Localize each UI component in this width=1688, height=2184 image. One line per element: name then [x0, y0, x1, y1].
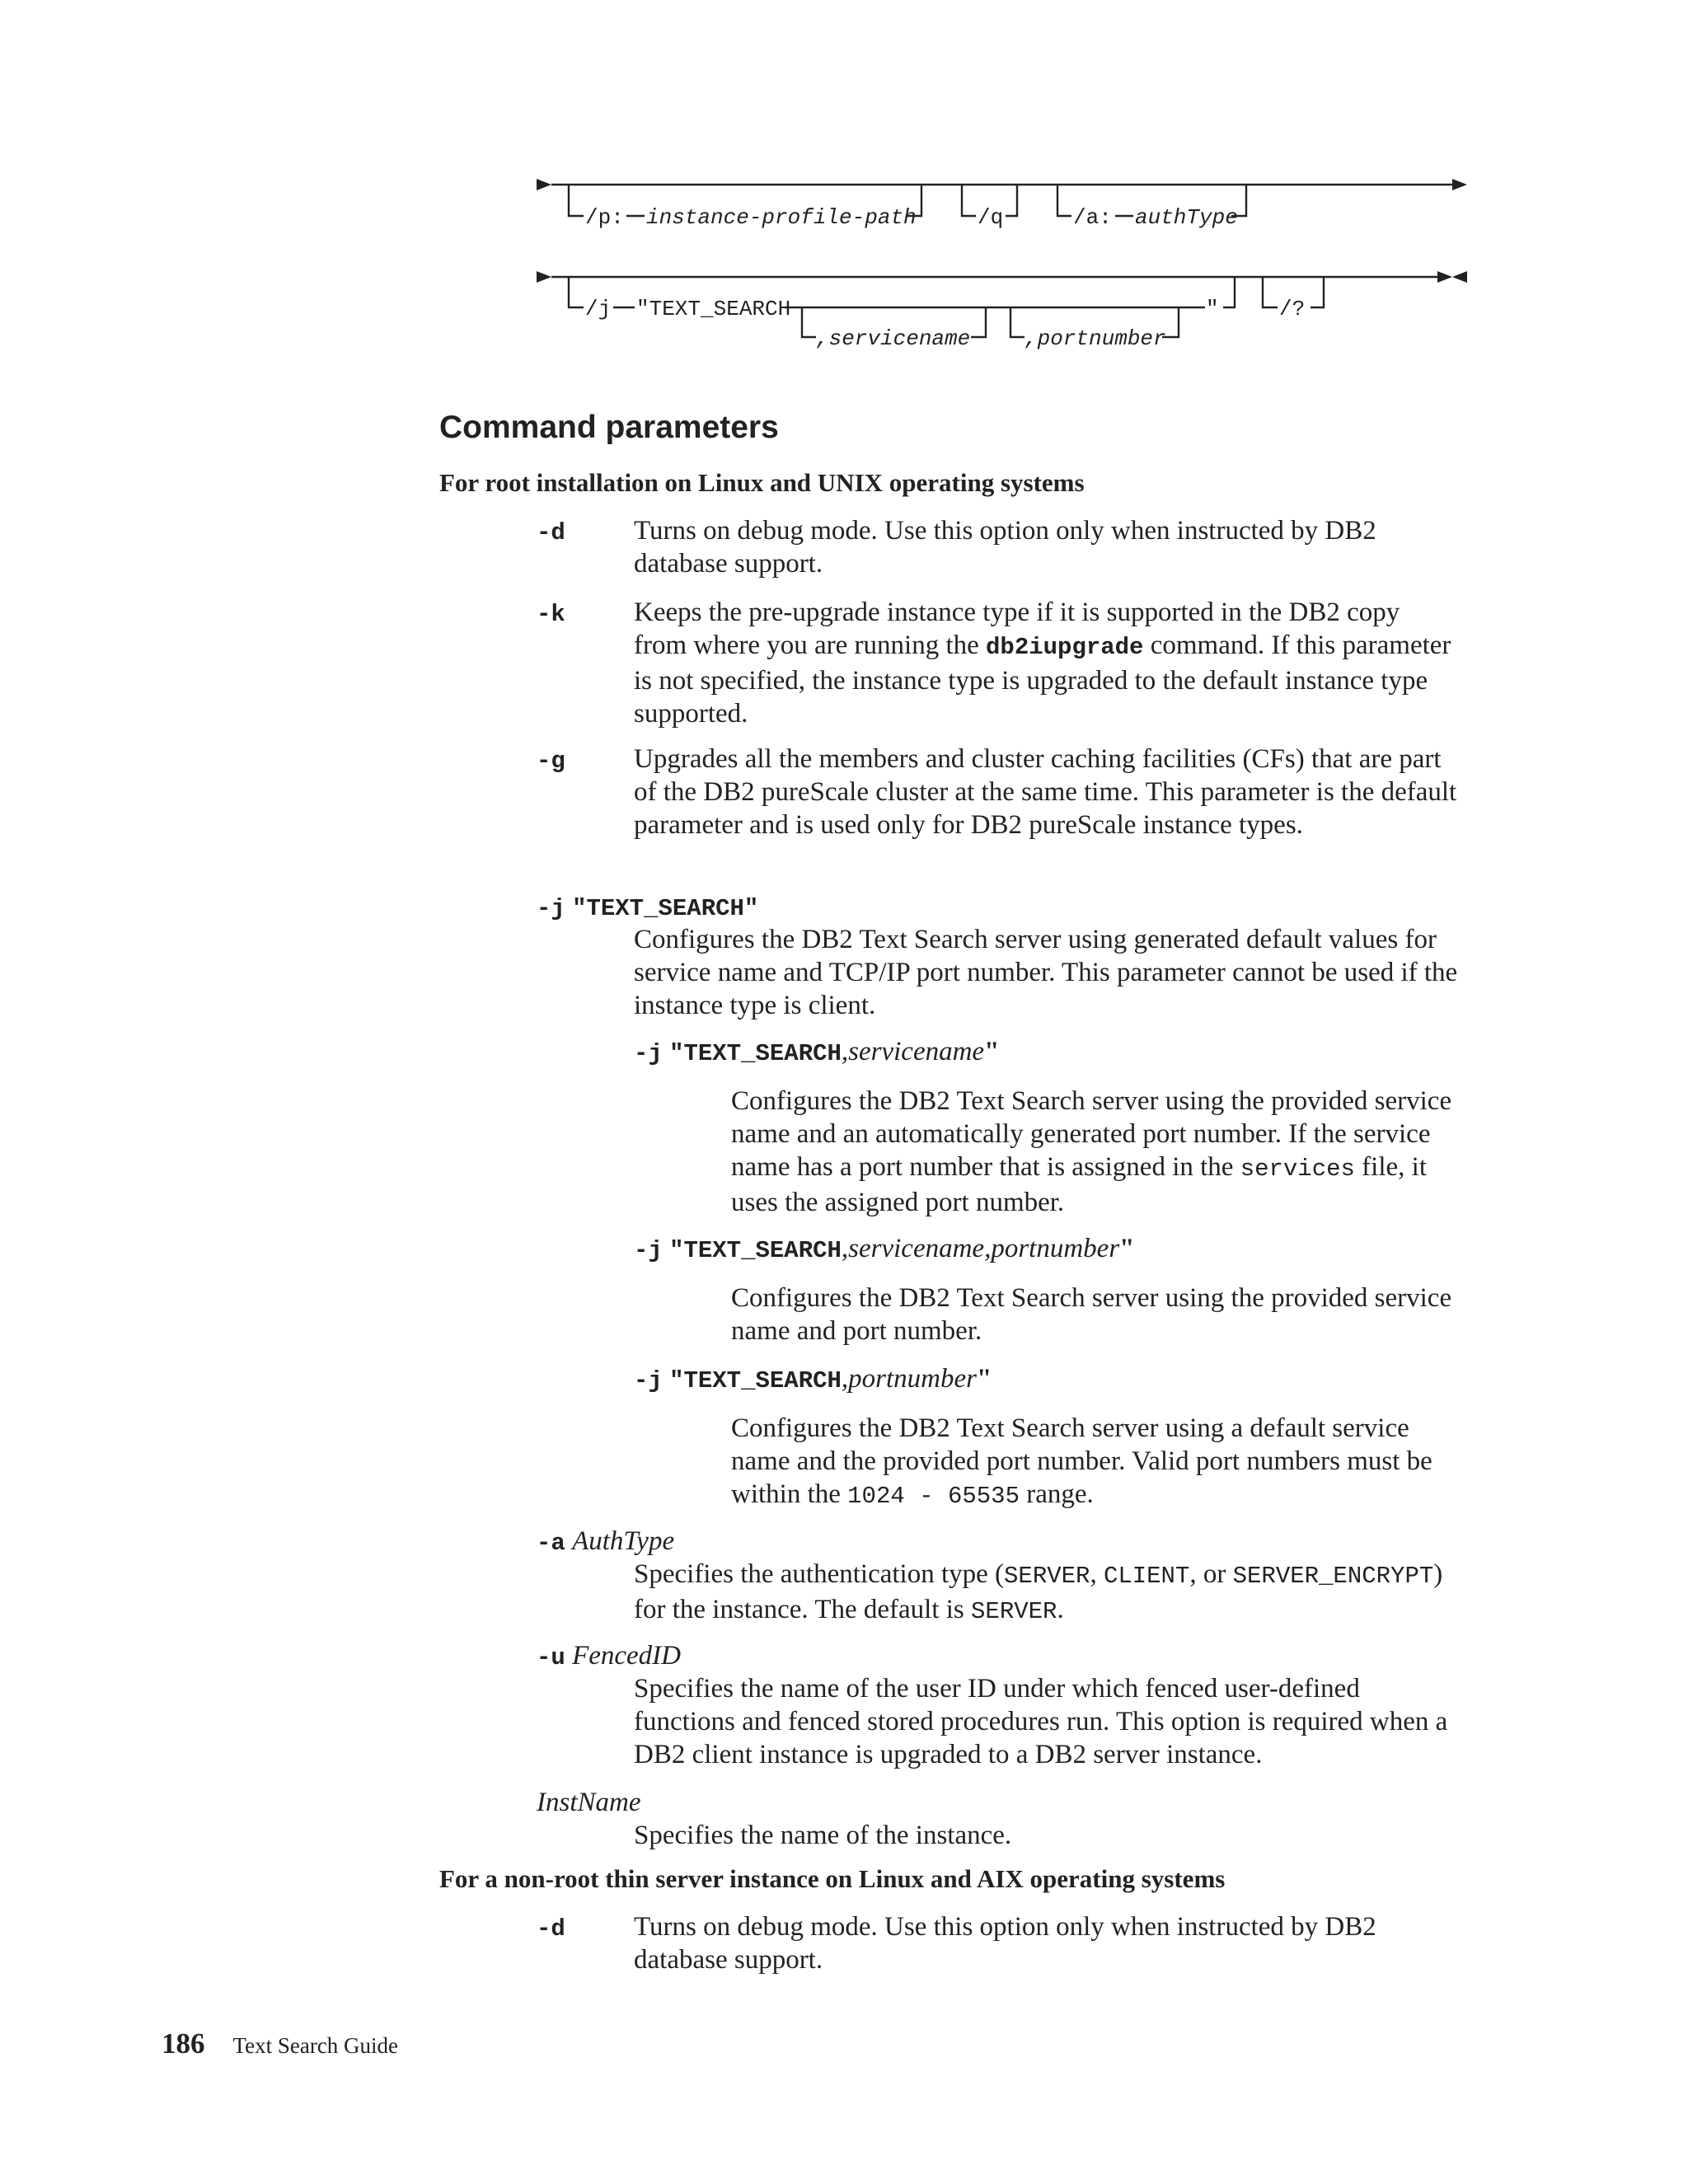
param-j-servicename-portnumber — [634, 1232, 1475, 1351]
param-u-flag: -u — [537, 1644, 565, 1671]
syntax-diagram — [0, 0, 1688, 363]
param-j — [537, 890, 1476, 1030]
param-u-desc: Specifies the name of the user ID under which fenced user-defined functions and fenced stored procedures run. This option is required when a DB2 client instance is upgraded to a DB2 server instance. — [634, 1674, 1448, 1769]
syntax-a-param: authType — [1135, 205, 1238, 230]
param-k — [537, 596, 1476, 733]
param-instname-term — [537, 1786, 641, 1819]
param-instname-arg: InstName — [537, 1788, 641, 1817]
param-d-nonroot-term — [537, 1910, 565, 1946]
param-j-portnumber-desc-post: range. — [1020, 1479, 1094, 1509]
group2-heading: For a non-root thin server instance on Linux and AIX operating systems — [439, 1864, 1226, 1893]
param-j-sp-arg: ,servicename,portnumber — [841, 1234, 1120, 1263]
param-u — [537, 1639, 1476, 1779]
section-title: Command parameters — [439, 410, 779, 445]
param-j-term — [537, 890, 758, 926]
param-a-server: SERVER — [1004, 1563, 1090, 1590]
page-number: 186 — [162, 2027, 205, 2060]
param-g-term — [537, 743, 565, 778]
param-j-sp-close: " — [1119, 1234, 1135, 1263]
param-k-term — [537, 596, 565, 631]
footer-title: Text Search Guide — [232, 2033, 399, 2058]
param-j-servicename-close: " — [984, 1037, 1000, 1066]
param-a-client: CLIENT — [1103, 1563, 1190, 1590]
param-a-desc-1: Specifies the authentication type ( — [634, 1559, 1005, 1589]
param-a-arg: AuthType — [572, 1526, 675, 1556]
param-j-sp-flag: -j — [634, 1237, 663, 1264]
param-j-portnumber-desc-pre: Configures the DB2 Text Search server using a default service name and the provided port number. Valid port numbers must be within the — [731, 1413, 1432, 1509]
param-g — [537, 743, 1476, 879]
param-j-servicename-desc-pre: Configures the DB2 Text Search server using the provided service name and an automatically generated port number. If the service name has a port number that is assigned in the — [731, 1086, 1452, 1182]
row1-start-arrow — [537, 179, 551, 190]
syntax-p-option: /p: — [585, 205, 624, 230]
param-k-desc-pre: Keeps the pre-upgrade instance type if it is supported in the DB2 copy from where you are running the — [634, 598, 1400, 660]
param-j-servicename-arg: ,servicename — [841, 1037, 985, 1066]
param-a-flag: -a — [537, 1530, 565, 1557]
param-j-portnumber-range: 1024 - 65535 — [847, 1483, 1020, 1510]
param-d-nonroot — [537, 1910, 1476, 1980]
row1-end-arrow — [1452, 179, 1467, 190]
param-j-servicename — [634, 1035, 1475, 1220]
param-j-servicename-desc-post: file, it uses the assigned port number. — [731, 1152, 1427, 1217]
param-a — [537, 1525, 1476, 1632]
param-k-flag: -k — [537, 601, 565, 628]
param-d — [537, 514, 1476, 583]
syntax-close-quote: " — [1206, 297, 1219, 321]
param-j-portnumber-desc — [731, 1412, 1473, 1513]
param-a-default: SERVER — [971, 1598, 1057, 1625]
row2-start-arrow — [537, 271, 551, 283]
param-g-flag: -g — [537, 748, 565, 775]
param-d-term — [537, 514, 565, 550]
param-d-flag: -d — [537, 519, 565, 546]
param-j-servicename-desc — [731, 1085, 1473, 1219]
param-a-sep-1: , — [1090, 1559, 1104, 1589]
group1-heading: For root installation on Linux and UNIX operating systems — [439, 468, 1085, 497]
syntax-a-option: /a: — [1073, 205, 1112, 230]
param-instname-desc: Specifies the name of the instance. — [634, 1821, 1012, 1850]
param-instname — [537, 1786, 1476, 1855]
syntax-servicename: ,servicename — [816, 326, 971, 351]
param-j-servicename-file: services — [1240, 1155, 1355, 1183]
syntax-portnumber: ,portnumber — [1025, 326, 1166, 351]
param-a-desc-3: . — [1057, 1595, 1064, 1624]
param-g-desc: Upgrades all the members and cluster caching facilities (CFs) that are part of the DB2 pureScale cluster at the same time. This parameter is the default parameter and is used only for DB2 pureScale instance types. — [634, 744, 1457, 840]
param-j-desc: Configures the DB2 Text Search server using generated default values for service name and TCP/IP port number. This parameter cannot be used if the instance type is client. — [634, 925, 1458, 1020]
param-j-portnumber — [634, 1362, 1475, 1514]
param-j-portnumber-flag: -j — [634, 1367, 663, 1394]
syntax-j-option: /j — [585, 297, 612, 321]
syntax-j-value: "TEXT_SEARCH — [636, 297, 791, 321]
param-a-desc — [634, 1558, 1458, 1629]
param-j-sp-desc: Configures the DB2 Text Search server using the provided service name and port number. — [731, 1283, 1452, 1346]
syntax-help-option: /? — [1279, 297, 1306, 321]
param-k-command: db2iupgrade — [986, 634, 1144, 661]
row2-end-bar — [1452, 271, 1467, 283]
param-j-portnumber-value: "TEXT_SEARCH — [669, 1367, 842, 1394]
param-a-server-encrypt: SERVER_ENCRYPT — [1232, 1563, 1434, 1590]
param-d-desc: Turns on debug mode. Use this option only when instructed by DB2 database support. — [634, 516, 1376, 579]
param-j-value: "TEXT_SEARCH" — [572, 895, 759, 922]
param-j-servicename-term — [634, 1035, 999, 1071]
param-a-desc-2: ) for the instance. The default is — [634, 1559, 1443, 1624]
param-j-portnumber-term — [634, 1362, 992, 1398]
param-j-servicename-value: "TEXT_SEARCH — [669, 1040, 842, 1067]
param-j-sp-term — [634, 1232, 1135, 1268]
param-u-term — [537, 1639, 681, 1675]
page-footer — [162, 2027, 398, 2060]
param-d-nonroot-flag: -d — [537, 1915, 565, 1943]
row2-end-arrow — [1437, 271, 1452, 283]
param-j-servicename-flag: -j — [634, 1040, 663, 1067]
param-j-portnumber-close: " — [977, 1364, 992, 1394]
param-a-term — [537, 1525, 674, 1560]
param-a-sep-2: , or — [1189, 1559, 1233, 1589]
syntax-p-param: instance-profile-path — [646, 205, 917, 230]
param-d-nonroot-desc: Turns on debug mode. Use this option only when instructed by DB2 database support. — [634, 1912, 1376, 1975]
param-j-sp-value: "TEXT_SEARCH — [669, 1237, 842, 1264]
param-k-desc-post: command. If this parameter is not specified, the instance type is upgraded to the default instance type supported. — [634, 630, 1451, 729]
param-j-portnumber-arg: ,portnumber — [841, 1364, 977, 1394]
param-j-flag: -j — [537, 895, 565, 922]
param-u-arg: FencedID — [572, 1641, 681, 1671]
syntax-q-option: /q — [978, 205, 1004, 230]
param-k-desc — [634, 596, 1458, 730]
